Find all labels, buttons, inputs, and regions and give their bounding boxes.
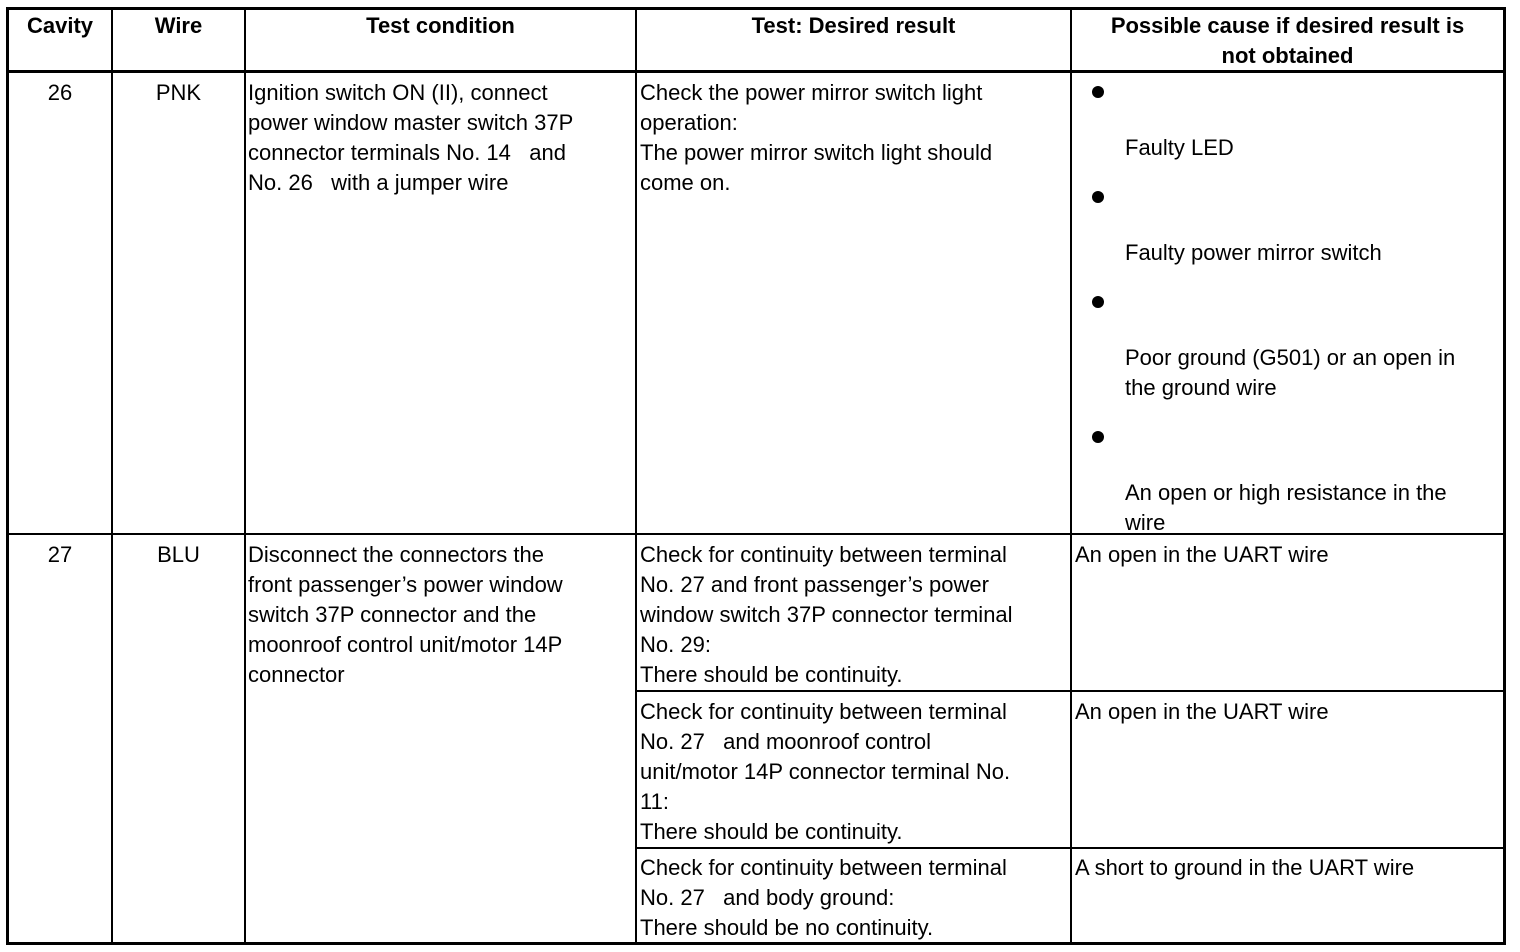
cause-27-2: An open in the UART wire [1075, 699, 1329, 724]
cause-27-1: An open in the UART wire [1075, 542, 1329, 567]
header-wire: Wire [154, 13, 203, 38]
wire-26: PNK [155, 80, 202, 105]
test-condition-27: Disconnect the connectors the front passenger’s power window switch 37P connector and the moonroof control unit/motor 14P connector [248, 542, 563, 687]
header-test-condition: Test condition [366, 13, 515, 38]
desired-result-27-3: Check for continuity between terminal No. 27 and body ground: There should be no continuity. [640, 855, 1007, 940]
column-divider [244, 7, 246, 945]
cause-26-3: Poor ground (G501) or an open in the ground wire [1125, 345, 1456, 400]
desired-result-27-2: Check for continuity between terminal No. 27 and moonroof control unit/motor 14P connector terminal No. 11: There should be continuity. [640, 699, 1011, 844]
bullet-icon [1092, 296, 1104, 308]
cavity-27: 27 [47, 542, 73, 567]
cause-26-1: Faulty LED [1125, 135, 1234, 160]
cause-26-4: An open or high resistance in the wire [1125, 480, 1447, 535]
header-cavity: Cavity [26, 13, 94, 38]
bullet-icon [1092, 431, 1104, 443]
column-divider [1070, 7, 1072, 945]
cavity-26: 26 [47, 80, 73, 105]
header-possible-cause: Possible cause if desired result is not obtained [1110, 13, 1465, 68]
header-desired-result: Test: Desired result [751, 13, 956, 38]
test-condition-26: Ignition switch ON (II), connect power window master switch 37P connector terminals No. 14 and No. 26 with a jumper wire [248, 80, 574, 195]
wire-27: BLU [157, 542, 200, 567]
cause-26-2: Faulty power mirror switch [1125, 240, 1382, 265]
bullet-icon [1092, 86, 1104, 98]
column-divider [111, 7, 113, 945]
cause-27-3: A short to ground in the UART wire [1075, 855, 1415, 880]
column-divider [635, 7, 637, 945]
bullet-icon [1092, 191, 1104, 203]
desired-result-26: Check the power mirror switch light operation: The power mirror switch light should come on. [640, 80, 993, 195]
desired-result-27-1: Check for continuity between terminal No. 27 and front passenger’s power window switch 37P connector terminal No. 29: There should be continuity. [640, 542, 1013, 687]
